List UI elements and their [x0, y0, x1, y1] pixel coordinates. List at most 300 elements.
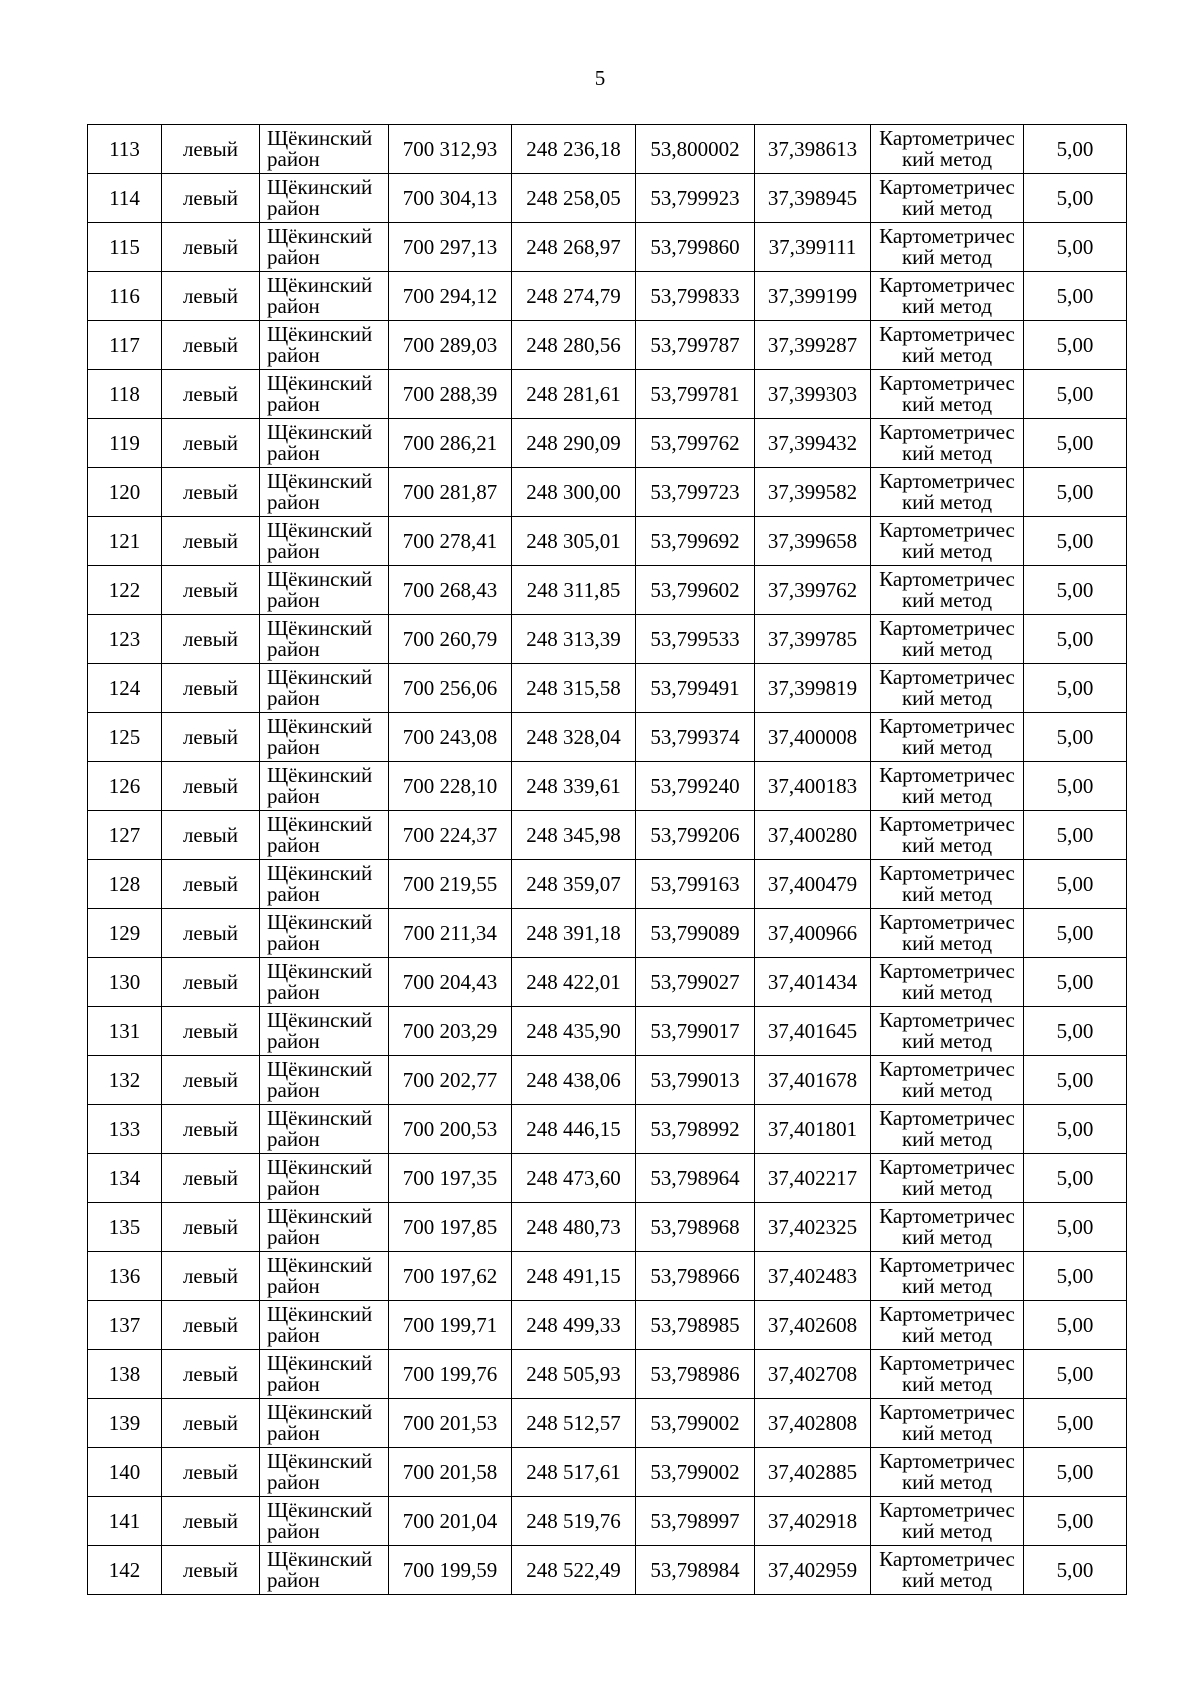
x-coordinate-cell: 700 204,43	[389, 958, 512, 1007]
accuracy-cell: 5,00	[1024, 1105, 1127, 1154]
longitude-cell: 37,402483	[755, 1252, 871, 1301]
method-cell: Картометрический метод	[871, 1448, 1024, 1497]
district-cell: Щёкинский район	[260, 615, 389, 664]
point-number-cell: 137	[88, 1301, 162, 1350]
point-number-cell: 130	[88, 958, 162, 1007]
point-number-cell: 118	[88, 370, 162, 419]
table-row	[88, 713, 1127, 762]
side-cell: левый	[162, 713, 260, 762]
longitude-cell: 37,400280	[755, 811, 871, 860]
side-cell: левый	[162, 1007, 260, 1056]
y-coordinate-cell: 248 435,90	[512, 1007, 636, 1056]
side-cell: левый	[162, 1252, 260, 1301]
longitude-cell: 37,399819	[755, 664, 871, 713]
x-coordinate-cell: 700 202,77	[389, 1056, 512, 1105]
y-coordinate-cell: 248 480,73	[512, 1203, 636, 1252]
table-row	[88, 468, 1127, 517]
accuracy-cell: 5,00	[1024, 566, 1127, 615]
district-cell: Щёкинский район	[260, 1497, 389, 1546]
table-row	[88, 125, 1127, 174]
longitude-cell: 37,402708	[755, 1350, 871, 1399]
x-coordinate-cell: 700 197,62	[389, 1252, 512, 1301]
method-cell: Картометрический метод	[871, 1252, 1024, 1301]
y-coordinate-cell: 248 345,98	[512, 811, 636, 860]
y-coordinate-cell: 248 499,33	[512, 1301, 636, 1350]
method-cell: Картометрический метод	[871, 811, 1024, 860]
accuracy-cell: 5,00	[1024, 1546, 1127, 1595]
latitude-cell: 53,799002	[636, 1448, 755, 1497]
point-number-cell: 128	[88, 860, 162, 909]
table-row	[88, 223, 1127, 272]
method-cell: Картометрический метод	[871, 1399, 1024, 1448]
y-coordinate-cell: 248 281,61	[512, 370, 636, 419]
latitude-cell: 53,799240	[636, 762, 755, 811]
table-row	[88, 566, 1127, 615]
latitude-cell: 53,799163	[636, 860, 755, 909]
longitude-cell: 37,399658	[755, 517, 871, 566]
latitude-cell: 53,798964	[636, 1154, 755, 1203]
accuracy-cell: 5,00	[1024, 223, 1127, 272]
y-coordinate-cell: 248 339,61	[512, 762, 636, 811]
longitude-cell: 37,398945	[755, 174, 871, 223]
table-row	[88, 1252, 1127, 1301]
point-number-cell: 136	[88, 1252, 162, 1301]
side-cell: левый	[162, 468, 260, 517]
longitude-cell: 37,402608	[755, 1301, 871, 1350]
point-number-cell: 114	[88, 174, 162, 223]
y-coordinate-cell: 248 290,09	[512, 419, 636, 468]
longitude-cell: 37,402959	[755, 1546, 871, 1595]
method-cell: Картометрический метод	[871, 1105, 1024, 1154]
district-cell: Щёкинский район	[260, 370, 389, 419]
side-cell: левый	[162, 419, 260, 468]
point-number-cell: 141	[88, 1497, 162, 1546]
method-cell: Картометрический метод	[871, 1497, 1024, 1546]
side-cell: левый	[162, 762, 260, 811]
y-coordinate-cell: 248 305,01	[512, 517, 636, 566]
latitude-cell: 53,800002	[636, 125, 755, 174]
point-number-cell: 135	[88, 1203, 162, 1252]
x-coordinate-cell: 700 278,41	[389, 517, 512, 566]
method-cell: Картометрический метод	[871, 1007, 1024, 1056]
side-cell: левый	[162, 1399, 260, 1448]
accuracy-cell: 5,00	[1024, 1448, 1127, 1497]
accuracy-cell: 5,00	[1024, 1399, 1127, 1448]
district-cell: Щёкинский район	[260, 1448, 389, 1497]
y-coordinate-cell: 248 422,01	[512, 958, 636, 1007]
latitude-cell: 53,799002	[636, 1399, 755, 1448]
side-cell: левый	[162, 1546, 260, 1595]
latitude-cell: 53,799860	[636, 223, 755, 272]
method-cell: Картометрический метод	[871, 468, 1024, 517]
accuracy-cell: 5,00	[1024, 762, 1127, 811]
accuracy-cell: 5,00	[1024, 860, 1127, 909]
longitude-cell: 37,399582	[755, 468, 871, 517]
side-cell: левый	[162, 958, 260, 1007]
x-coordinate-cell: 700 201,04	[389, 1497, 512, 1546]
district-cell: Щёкинский район	[260, 1350, 389, 1399]
table-row	[88, 370, 1127, 419]
latitude-cell: 53,798986	[636, 1350, 755, 1399]
longitude-cell: 37,399303	[755, 370, 871, 419]
accuracy-cell: 5,00	[1024, 615, 1127, 664]
side-cell: левый	[162, 566, 260, 615]
district-cell: Щёкинский район	[260, 566, 389, 615]
side-cell: левый	[162, 1105, 260, 1154]
point-number-cell: 117	[88, 321, 162, 370]
point-number-cell: 142	[88, 1546, 162, 1595]
longitude-cell: 37,400008	[755, 713, 871, 762]
accuracy-cell: 5,00	[1024, 1350, 1127, 1399]
accuracy-cell: 5,00	[1024, 664, 1127, 713]
method-cell: Картометрический метод	[871, 615, 1024, 664]
district-cell: Щёкинский район	[260, 321, 389, 370]
point-number-cell: 129	[88, 909, 162, 958]
method-cell: Картометрический метод	[871, 125, 1024, 174]
y-coordinate-cell: 248 268,97	[512, 223, 636, 272]
latitude-cell: 53,799762	[636, 419, 755, 468]
x-coordinate-cell: 700 199,59	[389, 1546, 512, 1595]
latitude-cell: 53,799089	[636, 909, 755, 958]
method-cell: Картометрический метод	[871, 1056, 1024, 1105]
latitude-cell: 53,799787	[636, 321, 755, 370]
y-coordinate-cell: 248 522,49	[512, 1546, 636, 1595]
latitude-cell: 53,799017	[636, 1007, 755, 1056]
accuracy-cell: 5,00	[1024, 272, 1127, 321]
longitude-cell: 37,399287	[755, 321, 871, 370]
longitude-cell: 37,399199	[755, 272, 871, 321]
latitude-cell: 53,799602	[636, 566, 755, 615]
district-cell: Щёкинский район	[260, 517, 389, 566]
accuracy-cell: 5,00	[1024, 1007, 1127, 1056]
table-row	[88, 1105, 1127, 1154]
table-row	[88, 517, 1127, 566]
side-cell: левый	[162, 1154, 260, 1203]
x-coordinate-cell: 700 219,55	[389, 860, 512, 909]
method-cell: Картометрический метод	[871, 762, 1024, 811]
district-cell: Щёкинский район	[260, 419, 389, 468]
longitude-cell: 37,401434	[755, 958, 871, 1007]
district-cell: Щёкинский район	[260, 713, 389, 762]
longitude-cell: 37,399762	[755, 566, 871, 615]
x-coordinate-cell: 700 268,43	[389, 566, 512, 615]
table-row	[88, 860, 1127, 909]
latitude-cell: 53,799723	[636, 468, 755, 517]
y-coordinate-cell: 248 311,85	[512, 566, 636, 615]
point-number-cell: 125	[88, 713, 162, 762]
side-cell: левый	[162, 1448, 260, 1497]
point-number-cell: 121	[88, 517, 162, 566]
side-cell: левый	[162, 370, 260, 419]
accuracy-cell: 5,00	[1024, 174, 1127, 223]
y-coordinate-cell: 248 473,60	[512, 1154, 636, 1203]
table-row	[88, 174, 1127, 223]
district-cell: Щёкинский район	[260, 762, 389, 811]
accuracy-cell: 5,00	[1024, 1203, 1127, 1252]
x-coordinate-cell: 700 199,71	[389, 1301, 512, 1350]
longitude-cell: 37,402808	[755, 1399, 871, 1448]
accuracy-cell: 5,00	[1024, 909, 1127, 958]
side-cell: левый	[162, 1497, 260, 1546]
method-cell: Картометрический метод	[871, 1546, 1024, 1595]
district-cell: Щёкинский район	[260, 909, 389, 958]
point-number-cell: 139	[88, 1399, 162, 1448]
y-coordinate-cell: 248 300,00	[512, 468, 636, 517]
method-cell: Картометрический метод	[871, 517, 1024, 566]
latitude-cell: 53,798992	[636, 1105, 755, 1154]
latitude-cell: 53,798984	[636, 1546, 755, 1595]
y-coordinate-cell: 248 236,18	[512, 125, 636, 174]
longitude-cell: 37,401801	[755, 1105, 871, 1154]
district-cell: Щёкинский район	[260, 1007, 389, 1056]
y-coordinate-cell: 248 328,04	[512, 713, 636, 762]
x-coordinate-cell: 700 224,37	[389, 811, 512, 860]
table-row	[88, 272, 1127, 321]
district-cell: Щёкинский район	[260, 1252, 389, 1301]
side-cell: левый	[162, 272, 260, 321]
method-cell: Картометрический метод	[871, 664, 1024, 713]
y-coordinate-cell: 248 438,06	[512, 1056, 636, 1105]
method-cell: Картометрический метод	[871, 1154, 1024, 1203]
point-number-cell: 138	[88, 1350, 162, 1399]
table-row	[88, 958, 1127, 1007]
latitude-cell: 53,799692	[636, 517, 755, 566]
side-cell: левый	[162, 125, 260, 174]
table-row	[88, 1203, 1127, 1252]
district-cell: Щёкинский район	[260, 1105, 389, 1154]
district-cell: Щёкинский район	[260, 860, 389, 909]
y-coordinate-cell: 248 446,15	[512, 1105, 636, 1154]
accuracy-cell: 5,00	[1024, 1056, 1127, 1105]
table-row	[88, 909, 1127, 958]
method-cell: Картометрический метод	[871, 1203, 1024, 1252]
latitude-cell: 53,799013	[636, 1056, 755, 1105]
x-coordinate-cell: 700 211,34	[389, 909, 512, 958]
x-coordinate-cell: 700 243,08	[389, 713, 512, 762]
latitude-cell: 53,798985	[636, 1301, 755, 1350]
longitude-cell: 37,402217	[755, 1154, 871, 1203]
x-coordinate-cell: 700 228,10	[389, 762, 512, 811]
table-row	[88, 1399, 1127, 1448]
longitude-cell: 37,402325	[755, 1203, 871, 1252]
x-coordinate-cell: 700 203,29	[389, 1007, 512, 1056]
x-coordinate-cell: 700 286,21	[389, 419, 512, 468]
district-cell: Щёкинский район	[260, 664, 389, 713]
x-coordinate-cell: 700 304,13	[389, 174, 512, 223]
table-row	[88, 762, 1127, 811]
table-row	[88, 615, 1127, 664]
side-cell: левый	[162, 1056, 260, 1105]
point-number-cell: 131	[88, 1007, 162, 1056]
longitude-cell: 37,401678	[755, 1056, 871, 1105]
x-coordinate-cell: 700 281,87	[389, 468, 512, 517]
point-number-cell: 122	[88, 566, 162, 615]
side-cell: левый	[162, 1301, 260, 1350]
side-cell: левый	[162, 615, 260, 664]
method-cell: Картометрический метод	[871, 370, 1024, 419]
side-cell: левый	[162, 321, 260, 370]
table-row	[88, 1497, 1127, 1546]
y-coordinate-cell: 248 274,79	[512, 272, 636, 321]
table-body	[88, 125, 1127, 1595]
y-coordinate-cell: 248 517,61	[512, 1448, 636, 1497]
x-coordinate-cell: 700 256,06	[389, 664, 512, 713]
method-cell: Картометрический метод	[871, 1301, 1024, 1350]
method-cell: Картометрический метод	[871, 223, 1024, 272]
accuracy-cell: 5,00	[1024, 1301, 1127, 1350]
point-number-cell: 120	[88, 468, 162, 517]
latitude-cell: 53,798966	[636, 1252, 755, 1301]
district-cell: Щёкинский район	[260, 223, 389, 272]
longitude-cell: 37,401645	[755, 1007, 871, 1056]
method-cell: Картометрический метод	[871, 174, 1024, 223]
x-coordinate-cell: 700 297,13	[389, 223, 512, 272]
y-coordinate-cell: 248 519,76	[512, 1497, 636, 1546]
longitude-cell: 37,400183	[755, 762, 871, 811]
y-coordinate-cell: 248 491,15	[512, 1252, 636, 1301]
table-row	[88, 1007, 1127, 1056]
x-coordinate-cell: 700 199,76	[389, 1350, 512, 1399]
y-coordinate-cell: 248 315,58	[512, 664, 636, 713]
latitude-cell: 53,799533	[636, 615, 755, 664]
longitude-cell: 37,400966	[755, 909, 871, 958]
longitude-cell: 37,399432	[755, 419, 871, 468]
accuracy-cell: 5,00	[1024, 1497, 1127, 1546]
x-coordinate-cell: 700 197,35	[389, 1154, 512, 1203]
latitude-cell: 53,799374	[636, 713, 755, 762]
district-cell: Щёкинский район	[260, 1301, 389, 1350]
latitude-cell: 53,798968	[636, 1203, 755, 1252]
district-cell: Щёкинский район	[260, 1203, 389, 1252]
table-row	[88, 321, 1127, 370]
table-row	[88, 664, 1127, 713]
y-coordinate-cell: 248 391,18	[512, 909, 636, 958]
method-cell: Картометрический метод	[871, 1350, 1024, 1399]
accuracy-cell: 5,00	[1024, 370, 1127, 419]
x-coordinate-cell: 700 200,53	[389, 1105, 512, 1154]
accuracy-cell: 5,00	[1024, 811, 1127, 860]
accuracy-cell: 5,00	[1024, 517, 1127, 566]
method-cell: Картометрический метод	[871, 860, 1024, 909]
y-coordinate-cell: 248 512,57	[512, 1399, 636, 1448]
point-number-cell: 116	[88, 272, 162, 321]
table-row	[88, 1350, 1127, 1399]
accuracy-cell: 5,00	[1024, 1154, 1127, 1203]
accuracy-cell: 5,00	[1024, 468, 1127, 517]
x-coordinate-cell: 700 201,53	[389, 1399, 512, 1448]
coordinates-table	[87, 124, 1127, 1595]
table-row	[88, 1546, 1127, 1595]
point-number-cell: 113	[88, 125, 162, 174]
side-cell: левый	[162, 223, 260, 272]
longitude-cell: 37,402918	[755, 1497, 871, 1546]
table-row	[88, 1448, 1127, 1497]
district-cell: Щёкинский район	[260, 125, 389, 174]
latitude-cell: 53,799923	[636, 174, 755, 223]
district-cell: Щёкинский район	[260, 468, 389, 517]
y-coordinate-cell: 248 359,07	[512, 860, 636, 909]
x-coordinate-cell: 700 197,85	[389, 1203, 512, 1252]
accuracy-cell: 5,00	[1024, 125, 1127, 174]
latitude-cell: 53,799781	[636, 370, 755, 419]
accuracy-cell: 5,00	[1024, 1252, 1127, 1301]
point-number-cell: 140	[88, 1448, 162, 1497]
longitude-cell: 37,400479	[755, 860, 871, 909]
method-cell: Картометрический метод	[871, 566, 1024, 615]
district-cell: Щёкинский район	[260, 1056, 389, 1105]
district-cell: Щёкинский район	[260, 811, 389, 860]
latitude-cell: 53,799833	[636, 272, 755, 321]
side-cell: левый	[162, 1203, 260, 1252]
side-cell: левый	[162, 811, 260, 860]
point-number-cell: 134	[88, 1154, 162, 1203]
longitude-cell: 37,398613	[755, 125, 871, 174]
district-cell: Щёкинский район	[260, 174, 389, 223]
method-cell: Картометрический метод	[871, 909, 1024, 958]
page-number: 5	[594, 66, 606, 90]
y-coordinate-cell: 248 280,56	[512, 321, 636, 370]
table-row	[88, 1154, 1127, 1203]
x-coordinate-cell: 700 288,39	[389, 370, 512, 419]
district-cell: Щёкинский район	[260, 958, 389, 1007]
y-coordinate-cell: 248 505,93	[512, 1350, 636, 1399]
x-coordinate-cell: 700 289,03	[389, 321, 512, 370]
side-cell: левый	[162, 517, 260, 566]
district-cell: Щёкинский район	[260, 1546, 389, 1595]
accuracy-cell: 5,00	[1024, 321, 1127, 370]
district-cell: Щёкинский район	[260, 1399, 389, 1448]
x-coordinate-cell: 700 312,93	[389, 125, 512, 174]
x-coordinate-cell: 700 260,79	[389, 615, 512, 664]
side-cell: левый	[162, 664, 260, 713]
district-cell: Щёкинский район	[260, 1154, 389, 1203]
longitude-cell: 37,399785	[755, 615, 871, 664]
table-row	[88, 1056, 1127, 1105]
side-cell: левый	[162, 174, 260, 223]
side-cell: левый	[162, 1350, 260, 1399]
y-coordinate-cell: 248 258,05	[512, 174, 636, 223]
longitude-cell: 37,399111	[755, 223, 871, 272]
method-cell: Картометрический метод	[871, 321, 1024, 370]
accuracy-cell: 5,00	[1024, 419, 1127, 468]
x-coordinate-cell: 700 294,12	[389, 272, 512, 321]
latitude-cell: 53,799491	[636, 664, 755, 713]
y-coordinate-cell: 248 313,39	[512, 615, 636, 664]
latitude-cell: 53,799027	[636, 958, 755, 1007]
point-number-cell: 132	[88, 1056, 162, 1105]
side-cell: левый	[162, 860, 260, 909]
point-number-cell: 127	[88, 811, 162, 860]
latitude-cell: 53,799206	[636, 811, 755, 860]
latitude-cell: 53,798997	[636, 1497, 755, 1546]
point-number-cell: 126	[88, 762, 162, 811]
table-row	[88, 1301, 1127, 1350]
accuracy-cell: 5,00	[1024, 713, 1127, 762]
method-cell: Картометрический метод	[871, 419, 1024, 468]
point-number-cell: 115	[88, 223, 162, 272]
table-row	[88, 811, 1127, 860]
side-cell: левый	[162, 909, 260, 958]
method-cell: Картометрический метод	[871, 958, 1024, 1007]
table-row	[88, 419, 1127, 468]
point-number-cell: 124	[88, 664, 162, 713]
longitude-cell: 37,402885	[755, 1448, 871, 1497]
point-number-cell: 123	[88, 615, 162, 664]
method-cell: Картометрический метод	[871, 713, 1024, 762]
x-coordinate-cell: 700 201,58	[389, 1448, 512, 1497]
district-cell: Щёкинский район	[260, 272, 389, 321]
point-number-cell: 133	[88, 1105, 162, 1154]
